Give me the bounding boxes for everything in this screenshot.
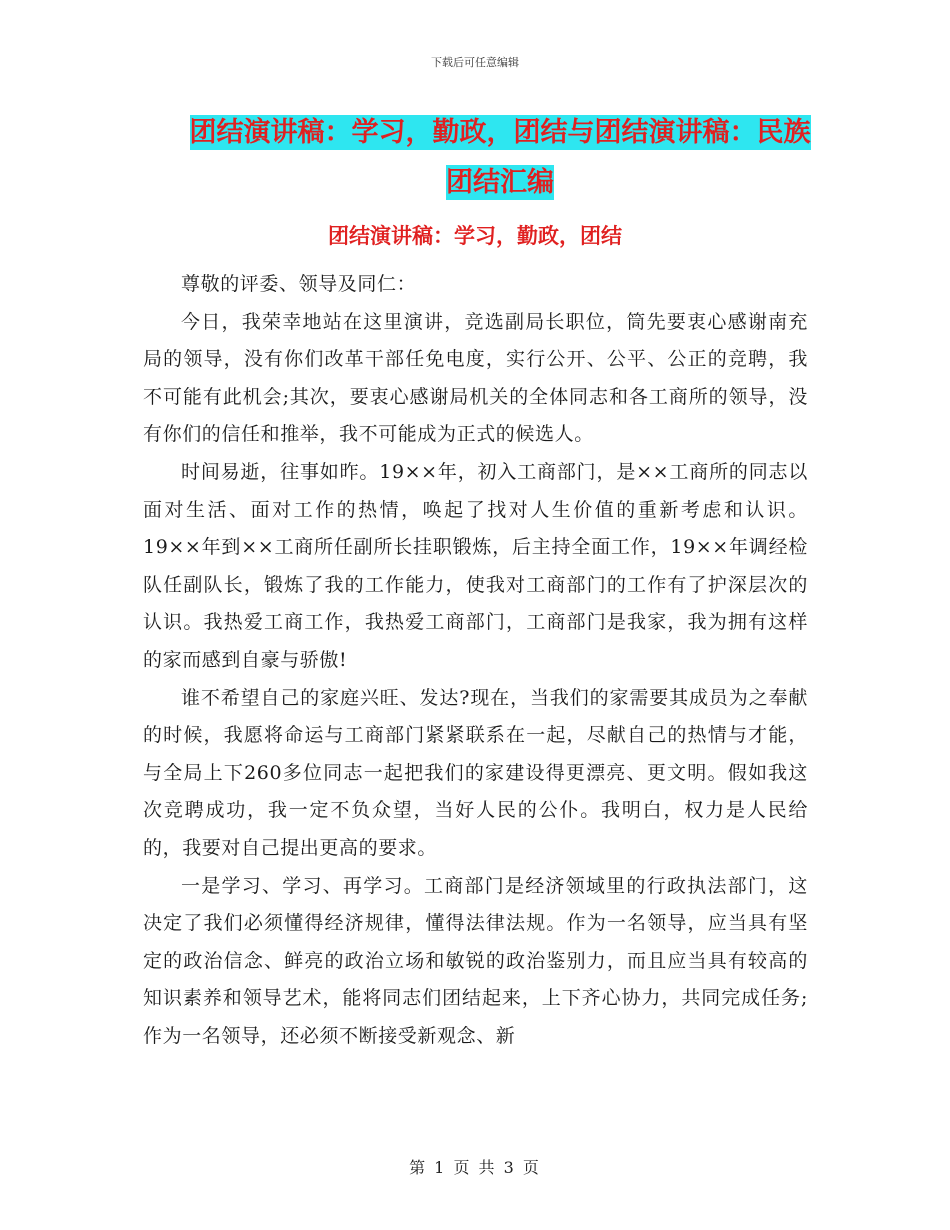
body-paragraph: 谁不希望自己的家庭兴旺、发达?现在，当我们的家需要其成员为之奉献的时候，我愿将命运与工商部门紧紧联系在一起，尽献自己的热情与才能，与全局上下260多位同志一起把我们的家建设得更漂亮、更文明。假如我这次竞聘成功，我一定不负众望，当好人民的公仆。我明白，权力是人民给的，我要对自己提出更高的要求。 [143,686,808,859]
header-note: 下载后可任意编辑 [431,56,519,69]
body-paragraph: 一是学习、学习、再学习。工商部门是经济领域里的行政执法部门，这决定了我们必须懂得经济规律，懂得法律法规。作为一名领导，应当具有坚定的政治信念、鲜亮的政治立场和敏锐的政治鉴别力，而且应当具有较高的知识素养和领导艺术，能将同志们团结起来，上下齐心协力，共同完成任务;作为一名领导，还必须不断接受新观念、新 [143,874,808,1047]
section-title: 团结演讲稿：学习，勤政，团结 [328,224,622,248]
document-title [175,108,825,208]
body-paragraph: 今日，我荣幸地站在这里演讲，竞选副局长职位，筒先要衷心感谢南充局的领导，没有你们改革干部任免电度，实行公开、公平、公正的竞聘，我不可能有此机会;其次，要衷心感谢局机关的全体同志和各工商所的领导，没有你们的信任和推举，我不可能成为正式的候选人。 [143,310,808,446]
page-footer: 第 1 页 共 3 页 [409,1158,541,1177]
salutation-paragraph: 尊敬的评委、领导及同仁： [181,273,417,295]
document-title-line2: 团结汇编 [446,167,554,198]
document-title-line1: 团结演讲稿：学习，勤政，团结与团结演讲稿：民族 [189,117,811,148]
body-paragraph: 时间易逝，往事如昨。19××年，初入工商部门，是××工商所的同志以面对生活、面对工作的热情，唤起了找对人生价值的重新考虑和认识。19××年到××工商所任副所长挂职锻炼，后主持全面工作，19××年调经检队任副队长，锻炼了我的工作能力，使我对工商部门的工作有了护深层次的认识。我热爱工商工作，我热爱工商部门，工商部门是我家，我为拥有这样的家而感到自豪与骄傲! [143,460,808,671]
body-text [143,266,808,1055]
